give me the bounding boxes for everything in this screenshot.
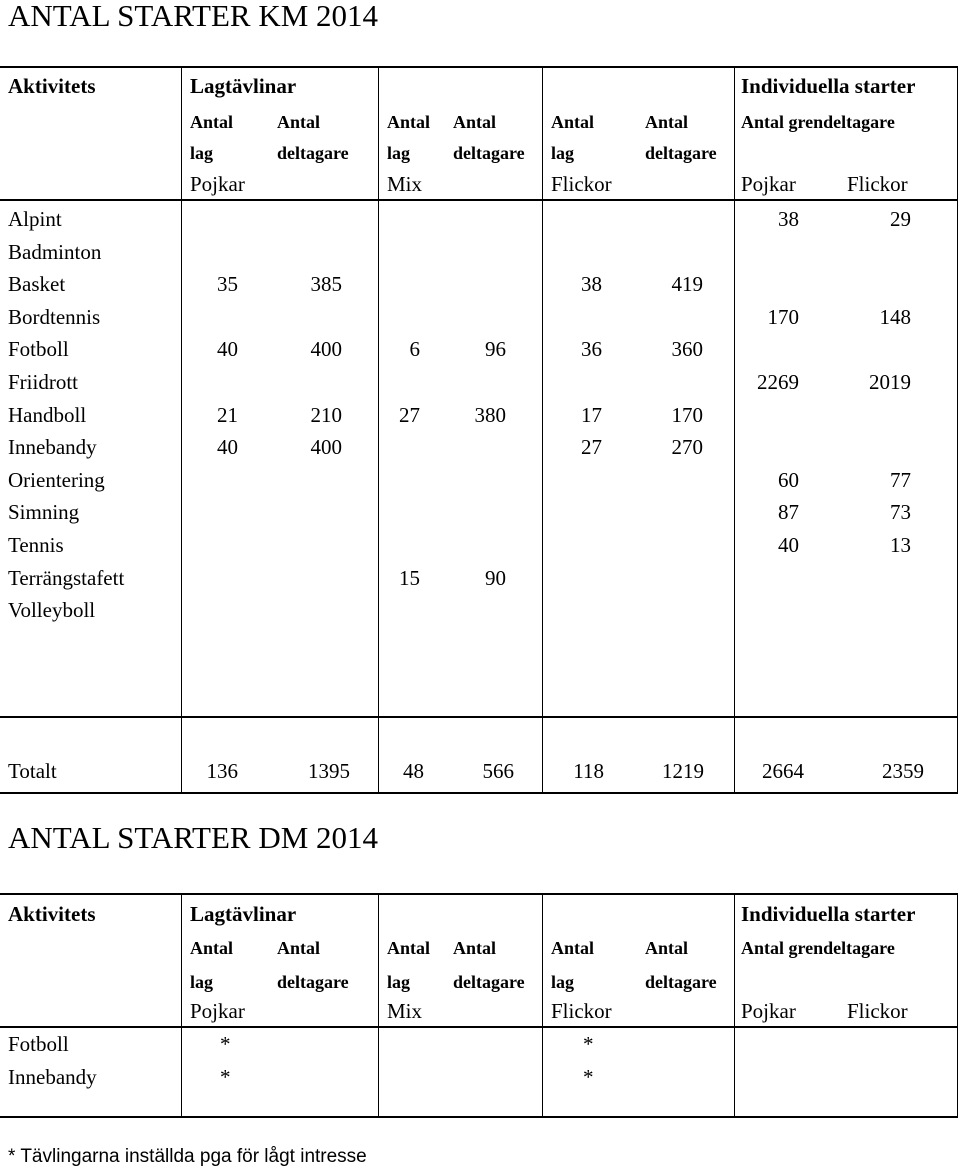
km-row-mix-lag: 27 [399, 403, 420, 427]
dm-bottom-rule [0, 1116, 958, 1118]
km-title: ANTAL STARTER KM 2014 [8, 0, 379, 33]
km-row-ind-pojkar: 40 [778, 533, 799, 557]
km-row-mix-deltagare: 90 [485, 566, 506, 590]
km-row-ind-pojkar: 2269 [757, 370, 799, 394]
km-row-flickor-deltagare: 419 [671, 272, 703, 296]
km-row-flickor-deltagare: 270 [671, 435, 703, 459]
km-total-ind-flickor: 2359 [882, 759, 924, 783]
km-header-mix: Mix [387, 172, 423, 196]
km-row-mix-deltagare: 380 [474, 403, 506, 427]
km-row-flickor-deltagare: 170 [671, 403, 703, 427]
km-header-antal: Antal [453, 112, 497, 132]
km-row-ind-pojkar: 38 [778, 207, 799, 231]
dm-header-antal: Antal [277, 938, 321, 958]
dm-header-antal: Antal [453, 938, 497, 958]
km-row-name: Friidrott [8, 370, 79, 394]
km-header-ind-pojkar: Pojkar [741, 172, 796, 196]
km-total-pojkar-lag: 136 [206, 759, 238, 783]
km-header-lag: lag [551, 143, 575, 163]
km-row-name: Tennis [8, 533, 64, 557]
dm-header-antal: Antal [190, 938, 234, 958]
dm-header-aktivitets: Aktivitets [8, 902, 96, 926]
dm-header-pojkar: Pojkar [190, 999, 245, 1023]
km-header-deltagare: deltagare [645, 143, 717, 163]
dm-col-divider [378, 893, 379, 1118]
km-header-lag: lag [190, 143, 214, 163]
km-row-mix-lag: 15 [399, 566, 420, 590]
km-row-flickor-lag: 17 [581, 403, 602, 427]
dm-header-lag: lag [387, 972, 411, 992]
footnote: * Tävlingarna inställda pga för lågt intresse [8, 1146, 367, 1167]
km-row-pojkar-deltagare: 400 [310, 435, 342, 459]
dm-top-rule [0, 893, 958, 895]
km-total-flickor-lag: 118 [573, 759, 604, 783]
dm-row-flickor-lag: * [583, 1032, 594, 1056]
km-header-individuella: Individuella starter [741, 74, 916, 98]
dm-header-flickor: Flickor [551, 999, 612, 1023]
km-row-name: Fotboll [8, 337, 69, 361]
km-row-flickor-lag: 36 [581, 337, 602, 361]
dm-header-individuella: Individuella starter [741, 902, 916, 926]
km-row-name: Simning [8, 500, 80, 524]
km-header-antal: Antal [190, 112, 234, 132]
km-header-antal-grendeltagare: Antal grendeltagare [741, 112, 895, 132]
km-row-ind-flickor: 2019 [869, 370, 911, 394]
km-header-deltagare: deltagare [453, 143, 525, 163]
dm-col-divider [957, 893, 958, 1118]
km-total-pojkar-deltagare: 1395 [308, 759, 350, 783]
dm-header-rule [0, 1026, 958, 1028]
km-row-ind-flickor: 77 [890, 468, 911, 492]
km-header-lagtavlinar: Lagtävlinar [190, 74, 297, 98]
km-row-pojkar-deltagare: 400 [310, 337, 342, 361]
km-header-ind-flickor: Flickor [847, 172, 908, 196]
km-header-antal: Antal [387, 112, 431, 132]
km-total-flickor-deltagare: 1219 [662, 759, 704, 783]
km-row-name: Alpint [8, 207, 62, 231]
dm-row-flickor-lag: * [583, 1065, 594, 1089]
km-row-pojkar-deltagare: 385 [310, 272, 342, 296]
km-row-ind-flickor: 148 [879, 305, 911, 329]
dm-header-antal-grendeltagare: Antal grendeltagare [741, 938, 895, 958]
km-row-pojkar-lag: 35 [217, 272, 238, 296]
dm-header-antal: Antal [387, 938, 431, 958]
dm-header-deltagare: deltagare [645, 972, 717, 992]
km-row-name: Terrängstafett [8, 566, 125, 590]
km-row-name: Badminton [8, 240, 102, 264]
km-row-name: Bordtennis [8, 305, 101, 329]
km-header-antal: Antal [551, 112, 595, 132]
km-row-ind-pojkar: 170 [767, 305, 799, 329]
dm-header-lag: lag [190, 972, 214, 992]
dm-header-antal: Antal [551, 938, 595, 958]
km-row-name: Innebandy [8, 435, 97, 459]
km-row-ind-flickor: 13 [890, 533, 911, 557]
km-header-lag: lag [387, 143, 411, 163]
dm-col-divider [542, 893, 543, 1118]
km-row-mix-deltagare: 96 [485, 337, 506, 361]
dm-header-ind-flickor: Flickor [847, 999, 908, 1023]
dm-row-pojkar-lag: * [220, 1065, 231, 1089]
km-row-pojkar-lag: 40 [217, 337, 238, 361]
dm-col-divider [734, 893, 735, 1118]
km-row-flickor-lag: 38 [581, 272, 602, 296]
km-total-ind-pojkar: 2664 [762, 759, 804, 783]
dm-header-ind-pojkar: Pojkar [741, 999, 796, 1023]
dm-row-name: Fotboll [8, 1032, 69, 1056]
km-header-antal: Antal [645, 112, 689, 132]
km-row-name: Basket [8, 272, 66, 296]
km-total-mix-deltagare: 566 [482, 759, 514, 783]
km-row-ind-pojkar: 60 [778, 468, 799, 492]
dm-header-mix: Mix [387, 999, 423, 1023]
dm-col-divider [181, 893, 182, 1118]
km-row-name: Handboll [8, 403, 87, 427]
km-row-flickor-lag: 27 [581, 435, 602, 459]
dm-header-antal: Antal [645, 938, 689, 958]
km-row-flickor-deltagare: 360 [671, 337, 703, 361]
km-row-name: Volleyboll [8, 598, 96, 622]
dm-title: ANTAL STARTER DM 2014 [8, 820, 379, 855]
km-header-flickor: Flickor [551, 172, 612, 196]
km-total-mix-lag: 48 [403, 759, 424, 783]
km-header-antal: Antal [277, 112, 321, 132]
dm-header-lagtavlinar: Lagtävlinar [190, 902, 297, 926]
dm-row-pojkar-lag: * [220, 1032, 231, 1056]
km-row-pojkar-lag: 21 [217, 403, 238, 427]
km-header-deltagare: deltagare [277, 143, 349, 163]
km-row-name: Orientering [8, 468, 105, 492]
km-header-pojkar: Pojkar [190, 172, 245, 196]
km-row-pojkar-deltagare: 210 [310, 403, 342, 427]
km-header-aktivitets: Aktivitets [8, 74, 96, 98]
km-row-ind-flickor: 29 [890, 207, 911, 231]
km-row-mix-lag: 6 [409, 337, 420, 361]
km-total-label: Totalt [8, 759, 57, 783]
dm-header-deltagare: deltagare [277, 972, 349, 992]
dm-row-name: Innebandy [8, 1065, 97, 1089]
dm-header-lag: lag [551, 972, 575, 992]
km-row-pojkar-lag: 40 [217, 435, 238, 459]
km-row-ind-flickor: 73 [890, 500, 911, 524]
dm-header-deltagare: deltagare [453, 972, 525, 992]
km-row-ind-pojkar: 87 [778, 500, 799, 524]
